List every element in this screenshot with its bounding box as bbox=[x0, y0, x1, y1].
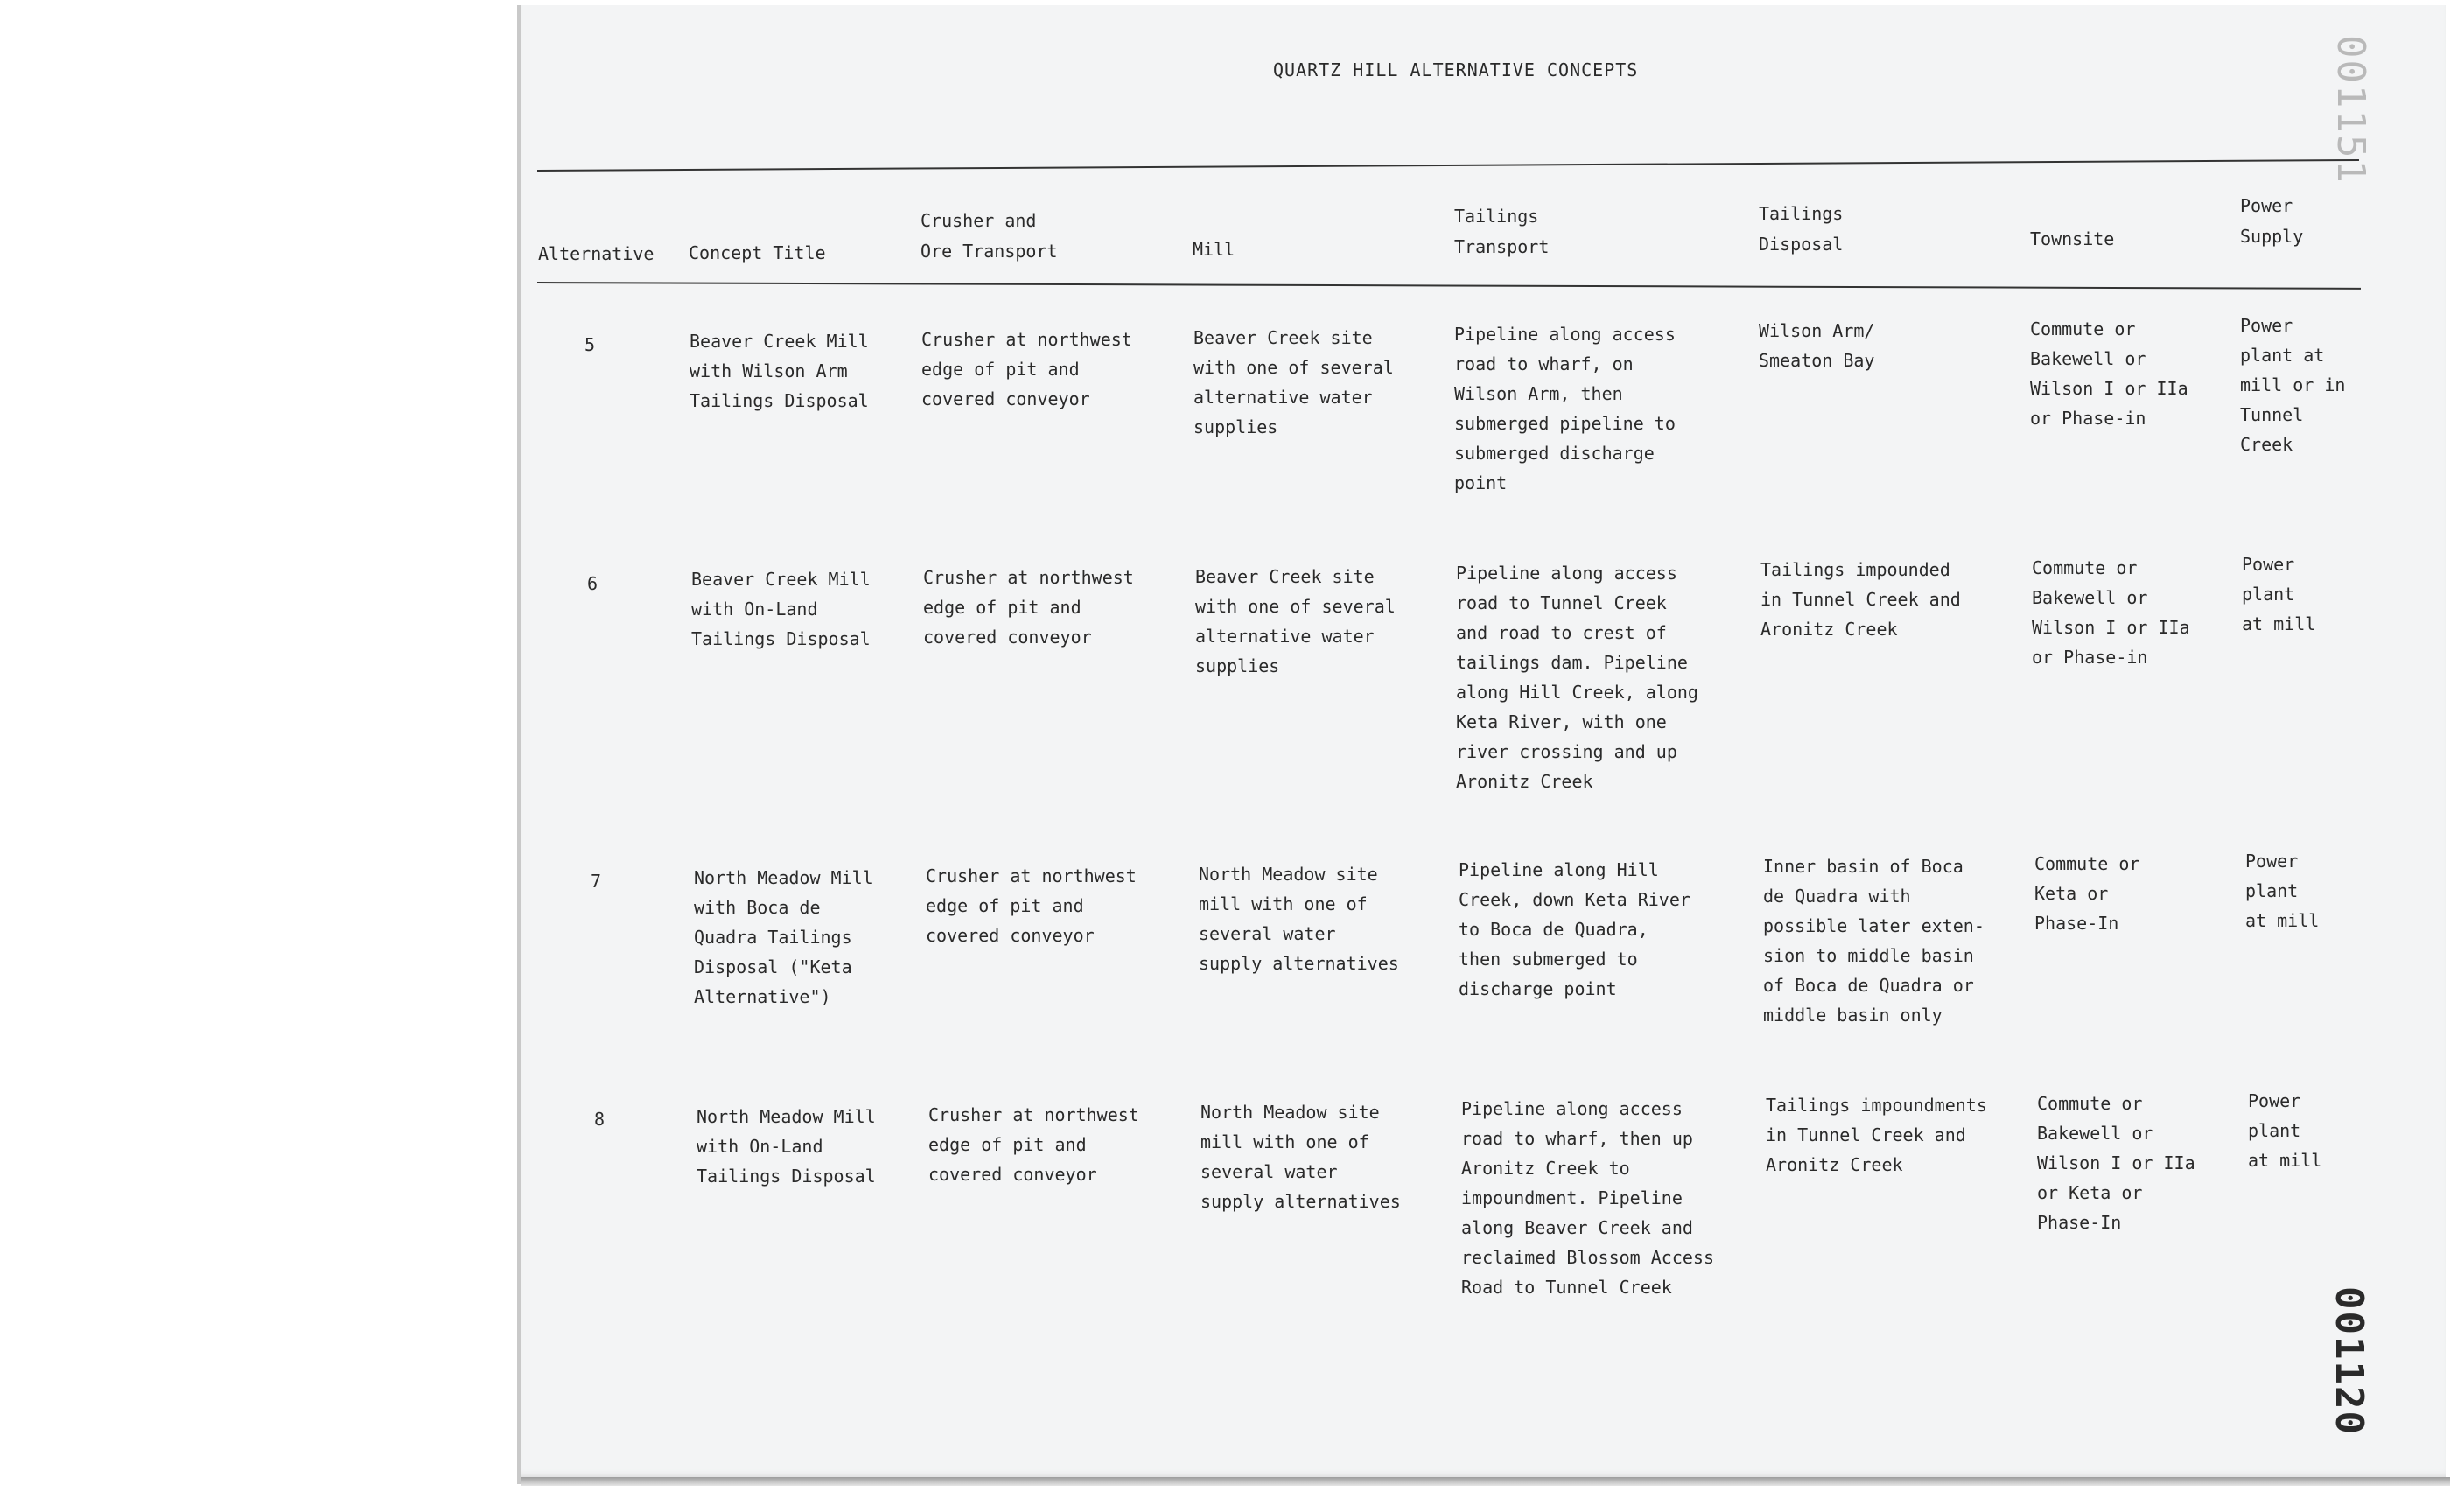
page-stamp-bottom: 001120 bbox=[2327, 1286, 2371, 1436]
row-7-concept-title: North Meadow Mill with Boca de Quadra Tailings Disposal ("Keta Alternative") bbox=[694, 867, 873, 1007]
row-5-power-supply: Power plant at mill or in Tunnel Creek bbox=[2240, 315, 2346, 455]
row-8-concept-title: North Meadow Mill with On-Land Tailings Disposal bbox=[696, 1106, 876, 1186]
page-bottom-edge bbox=[521, 1477, 2450, 1486]
row-7-alternative: 7 bbox=[591, 871, 602, 892]
document-title: QUARTZ HILL ALTERNATIVE CONCEPTS bbox=[1273, 60, 1639, 80]
row-6-alternative: 6 bbox=[587, 573, 598, 594]
header-mill: Mill bbox=[1193, 239, 1236, 260]
page-stamp-top: 001151 bbox=[2328, 35, 2373, 185]
header-alternative: Alternative bbox=[538, 243, 654, 264]
row-5-mill: Beaver Creek site with one of several alternative water supplies bbox=[1194, 327, 1394, 438]
header-concept-title: Concept Title bbox=[689, 242, 826, 263]
row-5-tailings-transport: Pipeline along access road to wharf, on Wilson Arm, then submerged pipeline to submerged discharge point bbox=[1454, 324, 1676, 494]
row-7-tailings-disposal: Inner basin of Boca de Quadra with possible later exten- sion to middle basin of Boca de Quadra or middle basin only bbox=[1763, 856, 1984, 1026]
row-6-power-supply: Power plant at mill bbox=[2242, 554, 2316, 634]
row-6-concept-title: Beaver Creek Mill with On-Land Tailings Disposal bbox=[691, 569, 871, 649]
row-6-crusher: Crusher at northwest edge of pit and covered conveyor bbox=[923, 567, 1134, 648]
row-8-power-supply: Power plant at mill bbox=[2248, 1090, 2322, 1171]
row-5-alternative: 5 bbox=[584, 334, 596, 355]
row-5-crusher: Crusher at northwest edge of pit and covered conveyor bbox=[921, 329, 1132, 410]
row-8-alternative: 8 bbox=[594, 1109, 606, 1130]
row-7-crusher: Crusher at northwest edge of pit and covered conveyor bbox=[926, 865, 1137, 946]
header-crusher-ore-transport: Crusher and Ore Transport bbox=[920, 210, 1058, 262]
row-6-tailings-transport: Pipeline along access road to Tunnel Creek and road to crest of tailings dam. Pipeline along Hill Creek, along Keta River, with one river crossing and up Aronitz Creek bbox=[1456, 563, 1698, 792]
row-8-mill: North Meadow site mill with one of several water supply alternatives bbox=[1200, 1102, 1401, 1212]
row-5-townsite: Commute or Bakewell or Wilson I or IIa or Phase-in bbox=[2030, 318, 2188, 429]
header-power-supply: Power Supply bbox=[2240, 195, 2304, 247]
row-5-concept-title: Beaver Creek Mill with Wilson Arm Tailings Disposal bbox=[690, 331, 869, 411]
row-5-tailings-disposal: Wilson Arm/ Smeaton Bay bbox=[1759, 320, 1875, 371]
row-8-tailings-transport: Pipeline along access road to wharf, then up Aronitz Creek to impoundment. Pipeline along Beaver Creek and reclaimed Blossom Access Road to Tunnel Creek bbox=[1461, 1098, 1714, 1298]
row-7-mill: North Meadow site mill with one of several water supply alternatives bbox=[1199, 864, 1399, 974]
row-6-townsite: Commute or Bakewell or Wilson I or IIa or Phase-in bbox=[2032, 557, 2190, 668]
row-7-power-supply: Power plant at mill bbox=[2245, 850, 2320, 931]
row-7-tailings-transport: Pipeline along Hill Creek, down Keta River to Boca de Quadra, then submerged to discharge point bbox=[1459, 859, 1690, 999]
header-townsite: Townsite bbox=[2030, 228, 2115, 249]
row-8-tailings-disposal: Tailings impoundments in Tunnel Creek and Aronitz Creek bbox=[1766, 1095, 1987, 1175]
header-tailings-disposal: Tailings Disposal bbox=[1759, 203, 1844, 255]
row-6-mill: Beaver Creek site with one of several alternative water supplies bbox=[1195, 566, 1396, 676]
row-8-townsite: Commute or Bakewell or Wilson I or IIa or Keta or Phase-In bbox=[2037, 1093, 2195, 1233]
row-7-townsite: Commute or Keta or Phase-In bbox=[2034, 853, 2140, 934]
header-tailings-transport: Tailings Transport bbox=[1454, 206, 1550, 257]
row-8-crusher: Crusher at northwest edge of pit and covered conveyor bbox=[928, 1104, 1139, 1185]
row-6-tailings-disposal: Tailings impounded in Tunnel Creek and Aronitz Creek bbox=[1760, 559, 1961, 640]
